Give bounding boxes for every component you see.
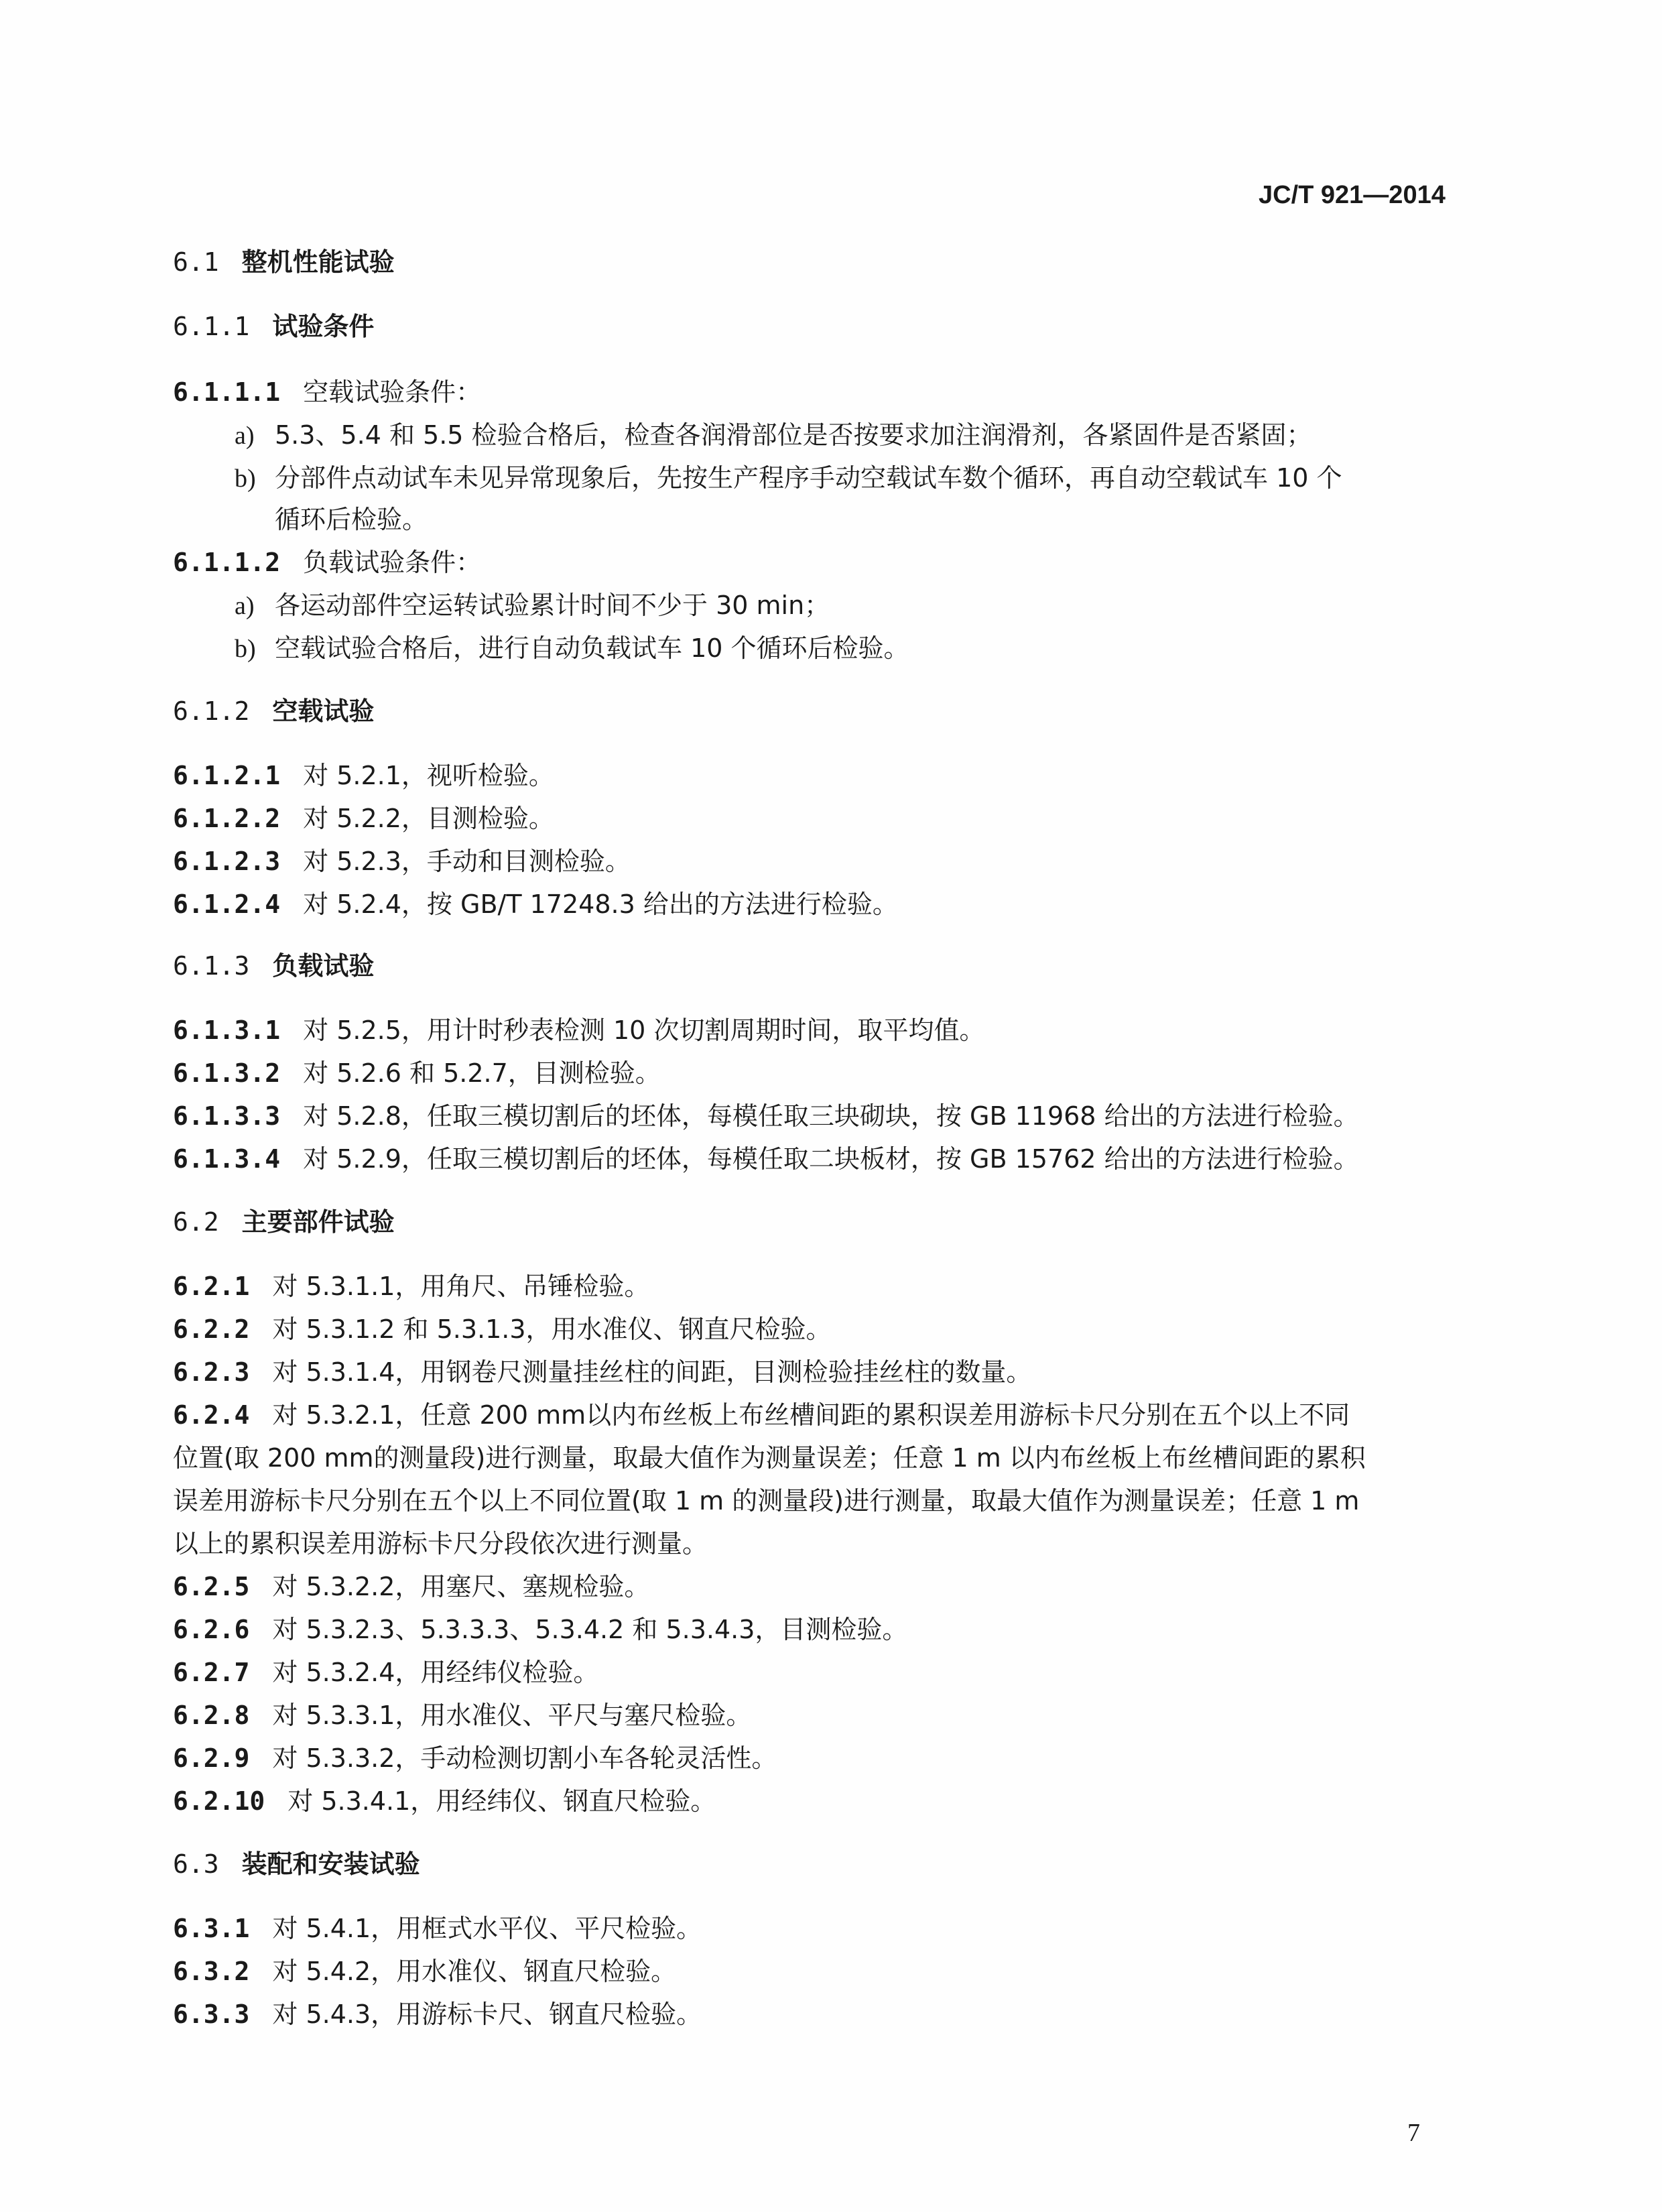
clause-text: 对 5.3.1.2 和 5.3.1.3，用水准仪、钢直尺检验。	[272, 1314, 832, 1344]
clause-6-3-2	[173, 1959, 676, 1984]
clause-6-2-4	[173, 1402, 1350, 1428]
clause-text: 对 5.4.1，用框式水平仪、平尺检验。	[272, 1914, 702, 1943]
list-item-b	[235, 635, 909, 662]
list-text: 空载试验合格后，进行自动负载试车 10 个循环后检验。	[275, 633, 909, 663]
clause-6-2-2	[173, 1316, 832, 1342]
clause-number: 6.1.2.2	[173, 804, 281, 833]
list-item-b	[235, 465, 1342, 491]
clause-number: 6.2.6	[173, 1615, 250, 1644]
clause-6-2-6	[173, 1617, 907, 1642]
clause-text: 对 5.2.1，视听检验。	[303, 761, 554, 790]
clause-text: 对 5.2.4，按 GB/T 17248.3 给出的方法进行检验。	[303, 889, 898, 919]
section-title: 空载试验	[272, 696, 375, 726]
clause-text: 对 5.3.3.1，用水准仪、平尺与塞尺检验。	[272, 1701, 752, 1730]
clause-text: 对 5.2.3，手动和目测检验。	[303, 847, 631, 876]
clause-6-1-3-3	[173, 1103, 1359, 1129]
clause-6-1-2-4	[173, 889, 898, 919]
clause-text: 对 5.3.2.1，任意 200 mm以内布丝板上布丝槽间距的累积误差用游标卡尺分别在五个以上不同	[272, 1400, 1350, 1430]
list-item-a	[235, 422, 1312, 448]
section-6-1-3-heading	[173, 953, 374, 979]
clause-text: 对 5.4.3，用游标卡尺、钢直尺检验。	[272, 2000, 702, 2029]
clause-6-3-3	[173, 2002, 702, 2027]
section-number: 6.1.1	[173, 312, 250, 341]
clause-6-1-2-3	[173, 849, 631, 874]
clause-text: 对 5.2.8，任取三模切割后的坯体，每模任取三块砌块，按 GB 11968 给出的方法进行检验。	[303, 1101, 1359, 1131]
clause-6-2-8	[173, 1703, 751, 1728]
section-title: 试验条件	[272, 312, 375, 341]
clause-number: 6.1.2.1	[173, 761, 281, 790]
list-item-a	[235, 593, 830, 619]
clause-text: 对 5.3.1.1，用角尺、吊锤检验。	[272, 1272, 650, 1301]
clause-number: 6.2.9	[173, 1743, 250, 1773]
clause-number: 6.1.3.3	[173, 1101, 281, 1131]
list-text: 各运动部件空运转试验累计时间不少于 30 min；	[275, 591, 830, 620]
section-title: 负载试验	[272, 951, 375, 981]
clause-number: 6.3.1	[173, 1914, 250, 1943]
clause-6-1-3-1	[173, 1018, 984, 1043]
clause-text: 对 5.3.3.2，手动检测切割小车各轮灵活性。	[272, 1743, 777, 1773]
clause-number: 6.1.2.3	[173, 847, 281, 876]
section-number: 6.1.2	[173, 696, 250, 726]
clause-6-2-7	[173, 1660, 598, 1685]
clause-text: 对 5.3.2.4，用经纬仪检验。	[272, 1658, 599, 1687]
clause-6-2-4-continued: 以上的累积误差用游标卡尺分段依次进行测量。	[173, 1529, 708, 1558]
clause-6-2-10	[173, 1788, 716, 1814]
clause-6-2-3	[173, 1359, 1031, 1385]
clause-text: 负载试验条件：	[303, 548, 482, 577]
clause-text: 对 5.3.1.4，用钢卷尺测量挂丝柱的间距，目测检验挂丝柱的数量。	[272, 1357, 1032, 1387]
clause-number: 6.2.2	[173, 1314, 250, 1344]
clause-text: 对 5.2.5，用计时秒表检测 10 次切割周期时间，取平均值。	[303, 1016, 985, 1045]
list-item-b-continued: 循环后检验。	[275, 505, 428, 534]
section-6-2-heading	[173, 1209, 395, 1235]
clause-number: 6.2.10	[173, 1786, 265, 1816]
section-number: 6.1	[173, 247, 219, 277]
list-label: a)	[235, 422, 255, 450]
clause-6-2-4-continued: 位置(取 200 mm的测量段)进行测量，取最大值作为测量误差；任意 1 m 以内布丝板上布丝槽间距的累积	[173, 1443, 1366, 1473]
section-6-3-heading	[173, 1851, 420, 1877]
clause-6-1-3-2	[173, 1060, 661, 1086]
clause-6-1-3-4	[173, 1146, 1359, 1172]
clause-number: 6.2.4	[173, 1400, 250, 1430]
section-title: 主要部件试验	[241, 1207, 395, 1237]
list-label: a)	[235, 592, 255, 620]
clause-6-2-5	[173, 1574, 649, 1599]
clause-6-2-9	[173, 1745, 777, 1771]
clause-text: 对 5.3.2.2，用塞尺、塞规检验。	[272, 1572, 650, 1601]
clause-number: 6.1.1.1	[173, 377, 281, 407]
clause-number: 6.1.3.4	[173, 1144, 281, 1174]
clause-number: 6.1.3.1	[173, 1016, 281, 1045]
clause-text: 对 5.4.2，用水准仪、钢直尺检验。	[272, 1957, 677, 1986]
section-6-1-2-heading	[173, 698, 374, 724]
clause-number: 6.3.2	[173, 1957, 250, 1986]
section-number: 6.3	[173, 1849, 219, 1879]
clause-number: 6.2.8	[173, 1701, 250, 1730]
page-number: 7	[1407, 2119, 1420, 2147]
clause-6-1-2-1	[173, 763, 554, 788]
list-label: b)	[235, 635, 256, 663]
clause-6-1-2-2	[173, 806, 554, 831]
clause-number: 6.1.1.2	[173, 548, 281, 577]
list-text: 5.3、5.4 和 5.5 检验合格后，检查各润滑部位是否按要求加注润滑剂，各紧固件是否紧固；	[275, 420, 1312, 450]
clause-text: 对 5.3.2.3、5.3.3.3、5.3.4.2 和 5.3.4.3，目测检验。	[272, 1615, 908, 1644]
clause-text: 对 5.2.9，任取三模切割后的坯体，每模任取二块板材，按 GB 15762 给出的方法进行检验。	[303, 1144, 1359, 1174]
clause-number: 6.2.5	[173, 1572, 250, 1601]
clause-number: 6.2.1	[173, 1272, 250, 1301]
clause-text: 对 5.2.6 和 5.2.7，目测检验。	[303, 1058, 661, 1088]
clause-number: 6.3.3	[173, 2000, 250, 2029]
standard-code: JC/T 921—2014	[1259, 181, 1446, 209]
clause-number: 6.2.3	[173, 1357, 250, 1387]
section-number: 6.2	[173, 1207, 219, 1237]
list-text: 分部件点动试车未见异常现象后，先按生产程序手动空载试车数个循环，再自动空载试车 10 个	[275, 463, 1342, 493]
list-label: b)	[235, 465, 256, 493]
clause-text: 对 5.3.4.1，用经纬仪、钢直尺检验。	[287, 1786, 716, 1816]
clause-6-2-1	[173, 1274, 649, 1299]
section-title: 装配和安装试验	[241, 1849, 420, 1879]
clause-text: 空载试验条件：	[303, 377, 482, 407]
clause-6-1-1-1	[173, 379, 481, 405]
clause-number: 6.1.2.4	[173, 889, 281, 919]
section-title: 整机性能试验	[241, 247, 395, 277]
clause-number: 6.1.3.2	[173, 1058, 281, 1088]
clause-6-2-4-continued: 误差用游标卡尺分别在五个以上不同位置(取 1 m 的测量段)进行测量，取最大值作为测量误差；任意 1 m	[173, 1486, 1360, 1516]
clause-6-1-1-2	[173, 550, 481, 575]
clause-text: 对 5.2.2，目测检验。	[303, 804, 554, 833]
section-number: 6.1.3	[173, 951, 250, 981]
clause-6-3-1	[173, 1916, 702, 1941]
section-6-1-1-heading	[173, 314, 374, 339]
section-6-1-heading	[173, 249, 395, 275]
clause-number: 6.2.7	[173, 1658, 250, 1687]
